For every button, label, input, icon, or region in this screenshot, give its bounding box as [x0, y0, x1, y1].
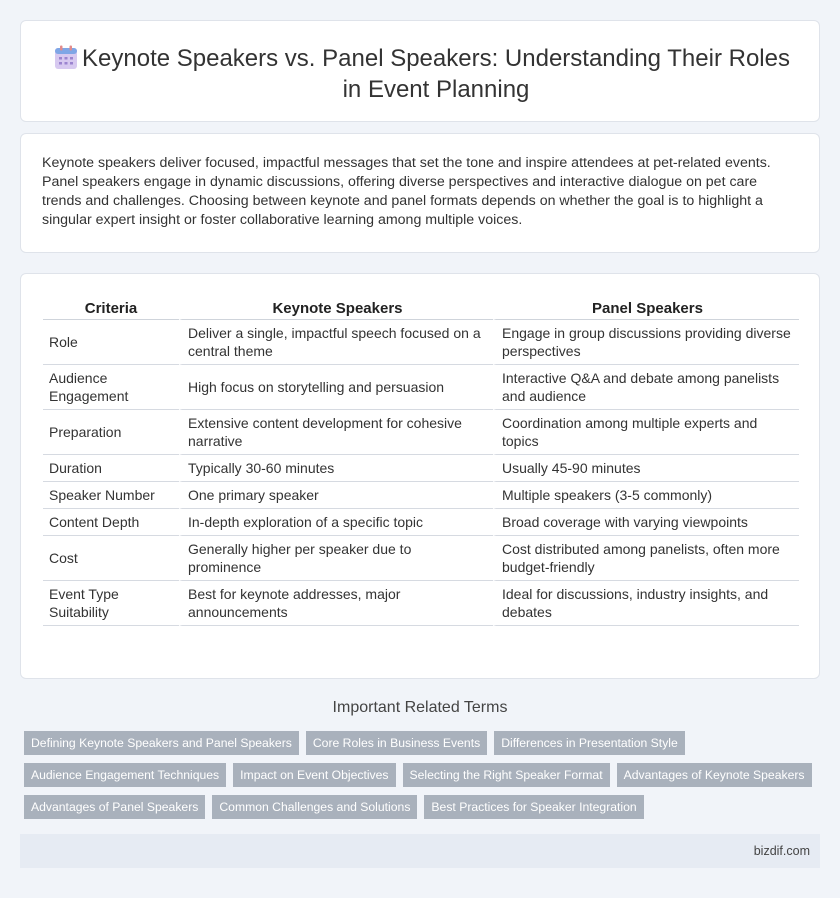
row-panel: Ideal for discussions, industry insights, and debates — [493, 581, 799, 626]
related-term-tag[interactable]: Audience Engagement Techniques — [24, 763, 226, 787]
row-keynote: Best for keynote addresses, major announcements — [179, 581, 493, 626]
row-keynote: Generally higher per speaker due to prominence — [179, 536, 493, 581]
related-term-tag[interactable]: Differences in Presentation Style — [494, 731, 685, 755]
intro-card — [20, 133, 820, 253]
row-panel: Broad coverage with varying viewpoints — [493, 509, 799, 536]
row-criteria: Preparation — [43, 410, 179, 455]
table-row — [43, 581, 799, 626]
row-criteria: Speaker Number — [43, 482, 179, 509]
related-terms-title: Important Related Terms — [332, 699, 508, 716]
footer-site-link[interactable]: bizdif.com — [753, 844, 810, 858]
row-criteria: Content Depth — [43, 509, 179, 536]
intro-text: Keynote speakers deliver focused, impactful messages that set the tone and inspire attendees at pet-related events. Panel speakers engage in dynamic discussions, offering diverse perspectives and interactive dialogue on pet care trends and challenges. Choosing between keynote and panel formats depends on whether the goal is to highlight a singular expert insight or foster collaborative learning among multiple voices. — [42, 155, 771, 228]
row-criteria: Event Type Suitability — [43, 581, 179, 626]
comparison-table — [43, 296, 799, 626]
row-keynote: In-depth exploration of a specific topic — [179, 509, 493, 536]
row-criteria: Duration — [43, 455, 179, 482]
footer — [20, 834, 820, 868]
table-row — [43, 365, 799, 410]
row-panel: Usually 45-90 minutes — [493, 455, 799, 482]
row-keynote: Deliver a single, impactful speech focused on a central theme — [179, 320, 493, 365]
table-row — [43, 320, 799, 365]
row-keynote: High focus on storytelling and persuasion — [179, 365, 493, 410]
row-criteria: Role — [43, 320, 179, 365]
related-term-tag[interactable]: Core Roles in Business Events — [306, 731, 487, 755]
related-terms-list — [24, 731, 824, 819]
related-term-tag[interactable]: Selecting the Right Speaker Format — [403, 763, 610, 787]
table-row — [43, 509, 799, 536]
row-panel: Multiple speakers (3-5 commonly) — [493, 482, 799, 509]
header-criteria: Criteria — [43, 296, 179, 320]
related-term-tag[interactable]: Common Challenges and Solutions — [212, 795, 417, 819]
row-criteria: Audience Engagement — [43, 365, 179, 410]
related-term-tag[interactable]: Defining Keynote Speakers and Panel Speakers — [24, 731, 299, 755]
row-panel: Cost distributed among panelists, often more budget-friendly — [493, 536, 799, 581]
table-row — [43, 410, 799, 455]
table-row — [43, 536, 799, 581]
table-row — [43, 455, 799, 482]
page-title: Keynote Speakers vs. Panel Speakers: Understanding Their Roles in Event Planning — [82, 45, 790, 103]
related-term-tag[interactable]: Advantages of Panel Speakers — [24, 795, 205, 819]
table-header-row — [43, 296, 799, 320]
row-keynote: One primary speaker — [179, 482, 493, 509]
comparison-card — [20, 273, 820, 679]
title-card — [20, 20, 820, 122]
related-term-tag[interactable]: Impact on Event Objectives — [233, 763, 395, 787]
table-row — [43, 482, 799, 509]
related-term-tag[interactable]: Advantages of Keynote Speakers — [617, 763, 812, 787]
row-keynote: Extensive content development for cohesive narrative — [179, 410, 493, 455]
related-term-tag[interactable]: Best Practices for Speaker Integration — [424, 795, 643, 819]
row-keynote: Typically 30-60 minutes — [179, 455, 493, 482]
row-criteria: Cost — [43, 536, 179, 581]
header-keynote: Keynote Speakers — [179, 296, 493, 320]
row-panel: Coordination among multiple experts and topics — [493, 410, 799, 455]
row-panel: Interactive Q&A and debate among panelists and audience — [493, 365, 799, 410]
header-panel: Panel Speakers — [493, 296, 799, 320]
row-panel: Engage in group discussions providing diverse perspectives — [493, 320, 799, 365]
